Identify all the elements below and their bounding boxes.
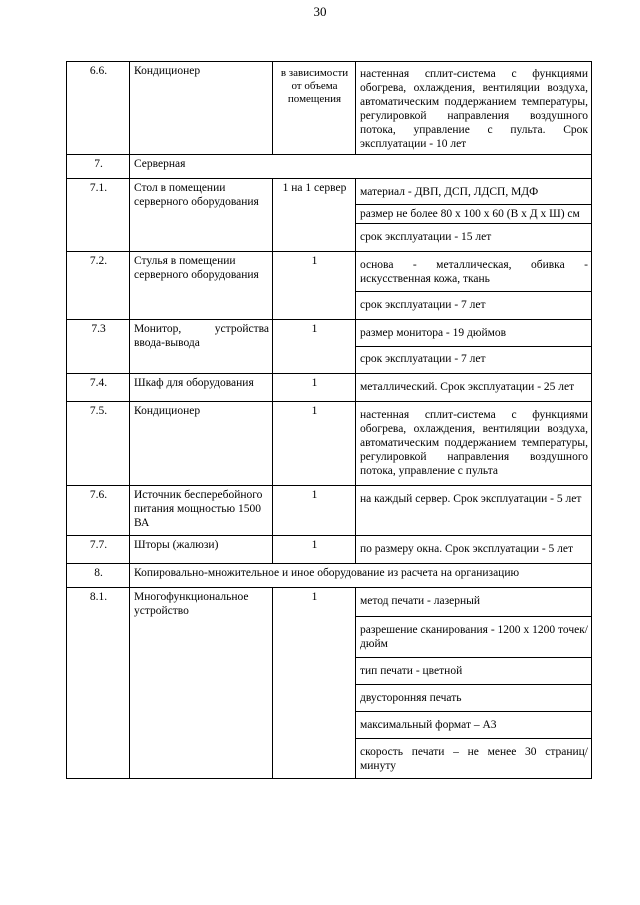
item-number: 7.7.: [67, 536, 130, 564]
item-description: двусторонняя печать: [356, 685, 592, 712]
item-number: 6.6.: [67, 62, 130, 155]
item-number: 7.6.: [67, 486, 130, 536]
item-name: Кондиционер: [130, 62, 273, 155]
item-name: Многофункциональное устройство: [130, 588, 273, 779]
section-row: [67, 564, 592, 588]
item-name: Стол в помещении серверного оборудования: [130, 179, 273, 252]
item-quantity: 1: [273, 588, 356, 779]
item-name: Шкаф для оборудования: [130, 374, 273, 402]
item-description: по размеру окна. Срок эксплуатации - 5 лет: [356, 536, 592, 564]
item-description: настенная сплит-система с функциями обогрева, охлаждения, вентиляции воздуха, автоматическим поддержанием температуры, регулировкой направления воздушного потока, управление с пульта: [356, 402, 592, 486]
page-number: 30: [313, 4, 327, 19]
item-description: основа - металлическая, обивка - искусственная кожа, ткань: [356, 252, 592, 292]
item-description: максимальный формат – А3: [356, 712, 592, 739]
item-description: тип печати - цветной: [356, 658, 592, 685]
item-description: скорость печати – не менее 30 страниц/минуту: [356, 739, 592, 779]
item-number: 7.2.: [67, 252, 130, 320]
item-name: Монитор, устройства ввода-вывода: [130, 320, 273, 374]
section-row: [67, 155, 592, 179]
item-description: металлический. Срок эксплуатации - 25 лет: [356, 374, 592, 402]
item-number: 8.1.: [67, 588, 130, 779]
table-row: [67, 320, 592, 347]
item-name: Кондиционер: [130, 402, 273, 486]
item-name: Стулья в помещении серверного оборудования: [130, 252, 273, 320]
item-quantity: 1: [273, 374, 356, 402]
table-row: [67, 62, 592, 155]
item-quantity: 1: [273, 252, 356, 320]
item-description: на каждый сервер. Срок эксплуатации - 5 лет: [356, 486, 592, 536]
section-number: 8.: [67, 564, 130, 588]
item-number: 7.5.: [67, 402, 130, 486]
item-quantity: 1: [273, 486, 356, 536]
item-description: срок эксплуатации - 15 лет: [356, 224, 592, 252]
table-row: [67, 252, 592, 292]
table-row: [67, 486, 592, 536]
section-title: Серверная: [130, 155, 592, 179]
item-description: разрешение сканирования - 1200 x 1200 точек/дюйм: [356, 617, 592, 658]
item-description: материал - ДВП, ДСП, ЛДСП, МДФ: [356, 179, 592, 205]
item-description: срок эксплуатации - 7 лет: [356, 347, 592, 374]
item-name: Источник бесперебойного питания мощностью 1500 ВА: [130, 486, 273, 536]
item-description: размер монитора - 19 дюймов: [356, 320, 592, 347]
item-description: срок эксплуатации - 7 лет: [356, 292, 592, 320]
item-quantity: в зависимости от объема помещения: [273, 62, 356, 155]
item-number: 7.4.: [67, 374, 130, 402]
section-number: 7.: [67, 155, 130, 179]
item-number: 7.3: [67, 320, 130, 374]
item-quantity: 1 на 1 сервер: [273, 179, 356, 252]
item-description: размер не более 80 x 100 x 60 (В x Д x Ш) см: [356, 205, 592, 224]
item-name: Шторы (жалюзи): [130, 536, 273, 564]
item-quantity: 1: [273, 536, 356, 564]
section-title: Копировально-множительное и иное оборудование из расчета на организацию: [130, 564, 592, 588]
specification-table: [66, 61, 592, 779]
item-quantity: 1: [273, 402, 356, 486]
item-description: настенная сплит-система с функциями обогрева, охлаждения, вентиляции воздуха, автоматическим поддержанием температуры, регулировкой направления воздушного потока, управление с пульта. Срок эксплуатации - 10 лет: [356, 62, 592, 155]
item-description: метод печати - лазерный: [356, 588, 592, 617]
item-number: 7.1.: [67, 179, 130, 252]
table-row: [67, 588, 592, 617]
table-row: [67, 402, 592, 486]
table-row: [67, 179, 592, 205]
table-row: [67, 374, 592, 402]
item-quantity: 1: [273, 320, 356, 374]
table-row: [67, 536, 592, 564]
